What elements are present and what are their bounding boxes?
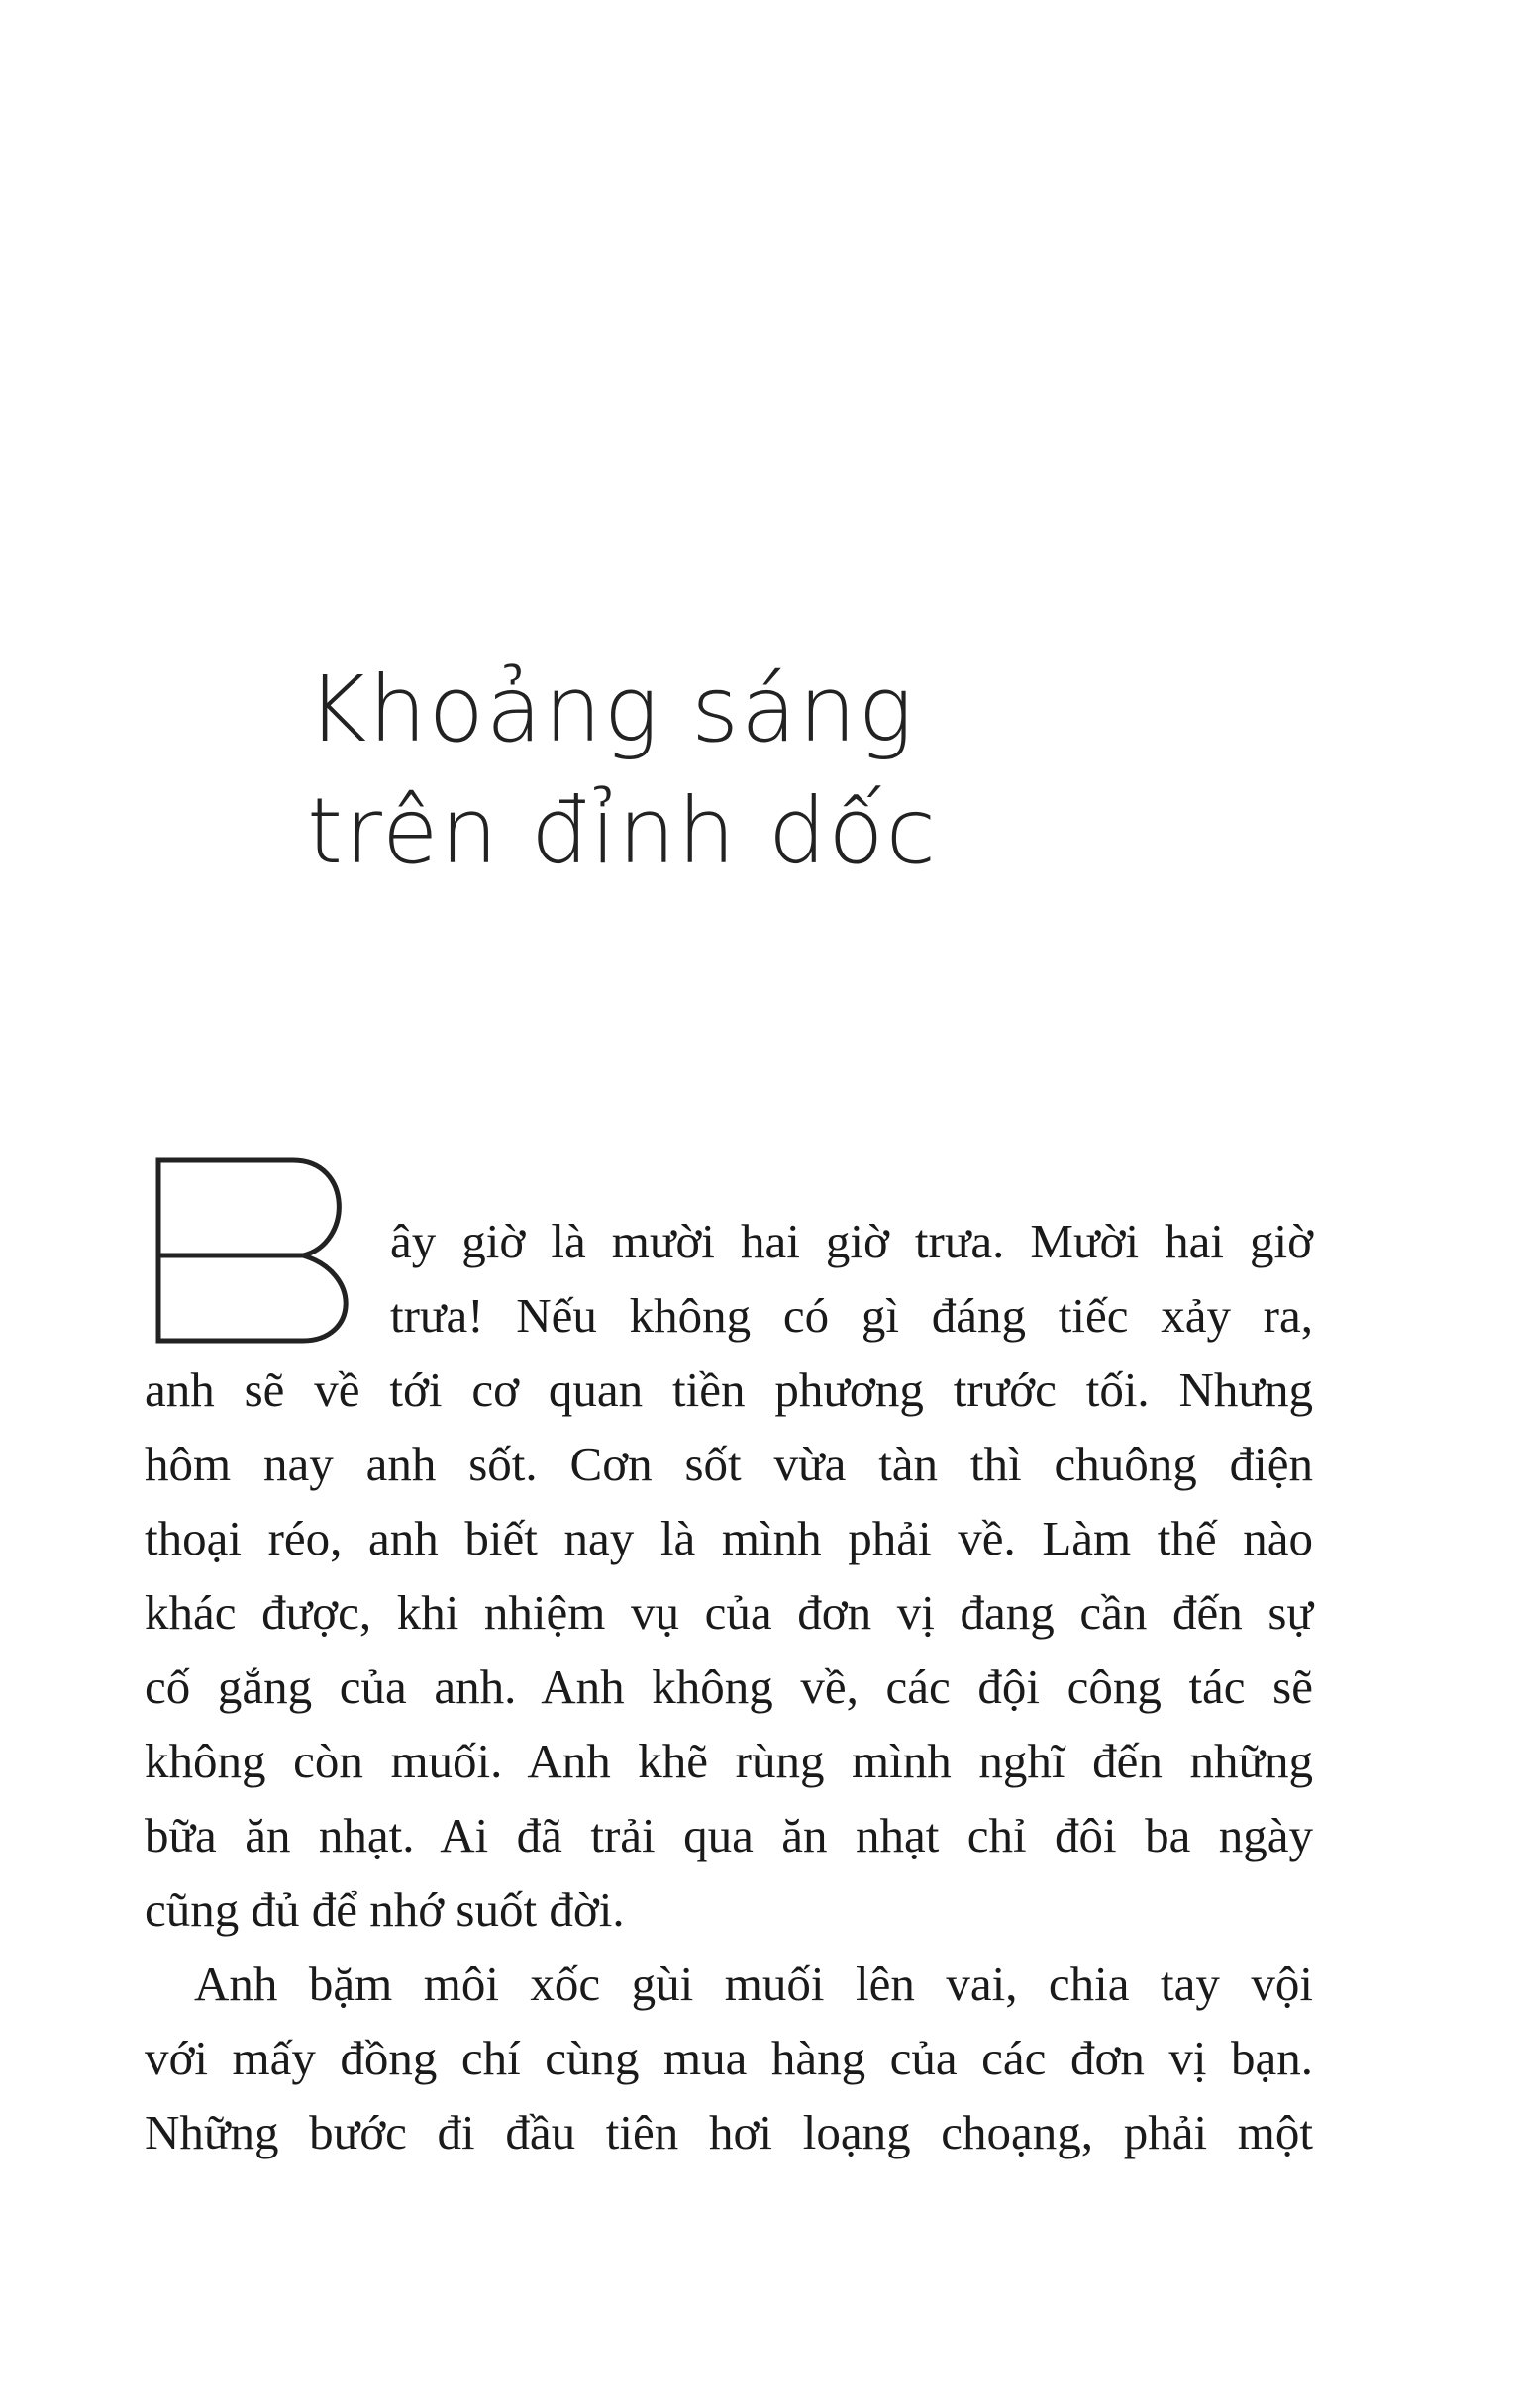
text-line: Anh bặm môi xốc gùi muối lên vai, chia tay vội	[194, 1956, 1313, 2011]
text-line: hôm nay anh sốt. Cơn sốt vừa tàn thì chuông điện	[145, 1437, 1313, 1491]
text-line: cũng đủ để nhớ suốt đời.	[145, 1882, 625, 1937]
text-line: không còn muối. Anh khẽ rùng mình nghĩ đến những	[145, 1734, 1313, 1788]
text-line: bữa ăn nhạt. Ai đã trải qua ăn nhạt chỉ đôi ba ngày	[145, 1808, 1313, 1862]
text-line: thoại réo, anh biết nay là mình phải về. Làm thế nào	[145, 1511, 1313, 1565]
text-line: Những bước đi đầu tiên hơi loạng choạng, phải một	[145, 2105, 1313, 2159]
body-paragraphs	[145, 1204, 1313, 2169]
chapter-title	[307, 649, 938, 892]
chapter-title-line-1: Khoảng sáng	[307, 656, 915, 762]
text-line: anh sẽ về tới cơ quan tiền phương trước tối. Nhưng	[145, 1362, 1313, 1417]
text-line: ây giờ là mười hai giờ trưa. Mười hai giờ	[390, 1214, 1313, 1268]
text-line: khác được, khi nhiệm vụ của đơn vị đang cần đến sự	[145, 1585, 1313, 1640]
text-line: với mấy đồng chí cùng mua hàng của các đơn vị bạn.	[145, 2031, 1313, 2085]
text-line: cố gắng của anh. Anh không về, các đội công tác sẽ	[145, 1659, 1313, 1714]
chapter-title-line-2: trên đỉnh dốc	[307, 778, 939, 884]
text-line: trưa! Nếu không có gì đáng tiếc xảy ra,	[390, 1288, 1313, 1343]
